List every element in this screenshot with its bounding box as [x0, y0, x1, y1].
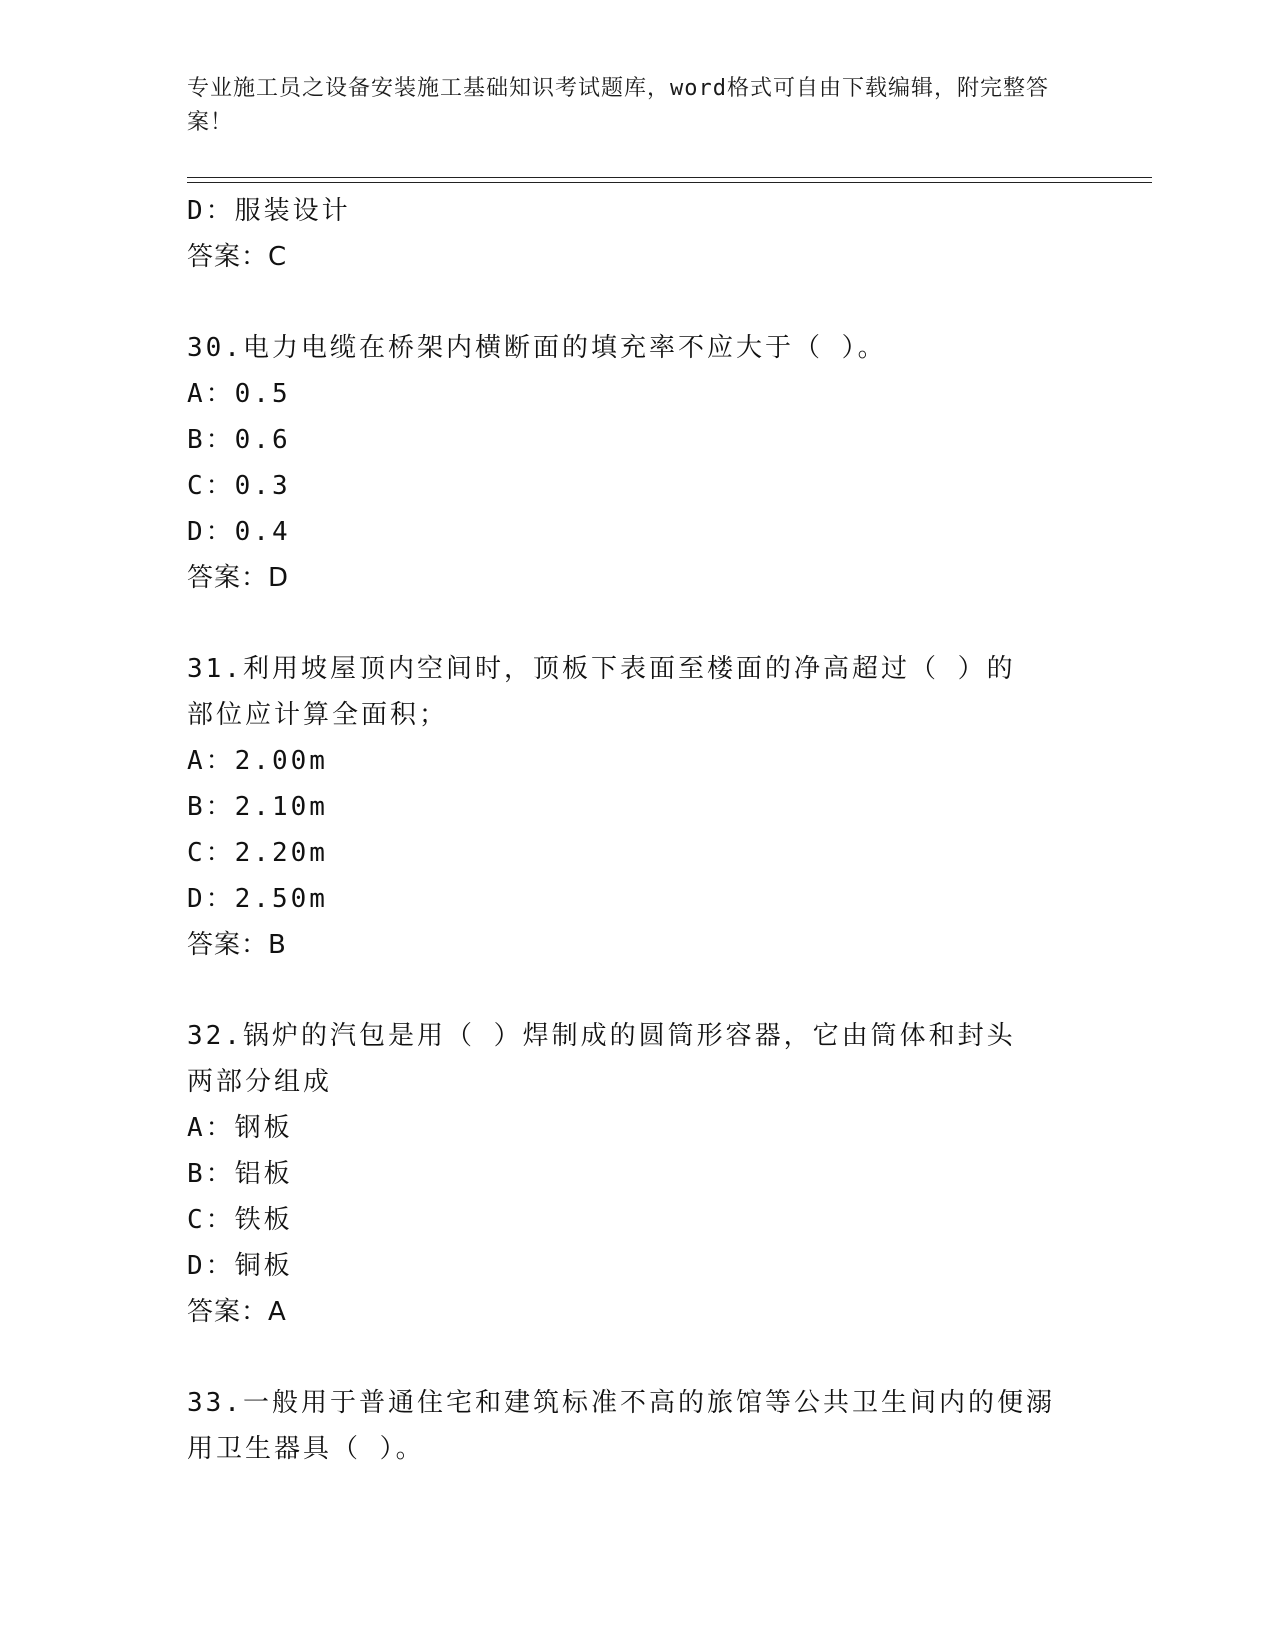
question-31-option-b: B：2.10m: [187, 792, 328, 822]
header-rule-bottom: [187, 182, 1152, 183]
question-31-option-d: D：2.50m: [187, 884, 328, 914]
header-rule-top: [187, 177, 1152, 178]
question-30-text: 30.电力电缆在桥架内横断面的填充率不应大于（ ）。: [187, 333, 887, 363]
document-header: 专业施工员之设备安装施工基础知识考试题库，word格式可自由下载编辑，附完整答案！: [187, 76, 1049, 135]
prev-answer: 答案：C: [187, 242, 288, 272]
question-31-text: 31.利用坡屋顶内空间时，顶板下表面至楼面的净高超过（ ）的部位应计算全面积；: [187, 654, 1016, 730]
prev-option-d: D：服装设计: [187, 196, 351, 226]
question-31-option-a: A：2.00m: [187, 746, 328, 776]
question-32-option-c: C：铁板: [187, 1205, 293, 1235]
question-30-option-c: C：0.3: [187, 471, 291, 501]
question-30-answer: 答案：D: [187, 563, 290, 593]
question-30-option-a: A：0.5: [187, 379, 291, 409]
question-30-option-b: B：0.6: [187, 425, 291, 455]
question-32-text: 32.锅炉的汽包是用（ ）焊制成的圆筒形容器，它由筒体和封头两部分组成: [187, 1021, 1016, 1097]
question-content: [187, 188, 1087, 1472]
question-32-option-b: B：铝板: [187, 1159, 293, 1189]
question-32-answer: 答案：A: [187, 1297, 287, 1327]
question-31-answer: 答案：B: [187, 930, 287, 960]
question-30-option-d: D：0.4: [187, 517, 291, 547]
question-32-option-d: D：铜板: [187, 1251, 293, 1281]
question-32-option-a: A：钢板: [187, 1113, 293, 1143]
question-31-option-c: C：2.20m: [187, 838, 328, 868]
question-33-text: 33.一般用于普通住宅和建筑标准不高的旅馆等公共卫生间内的便溺用卫生器具（ ）。: [187, 1388, 1055, 1464]
